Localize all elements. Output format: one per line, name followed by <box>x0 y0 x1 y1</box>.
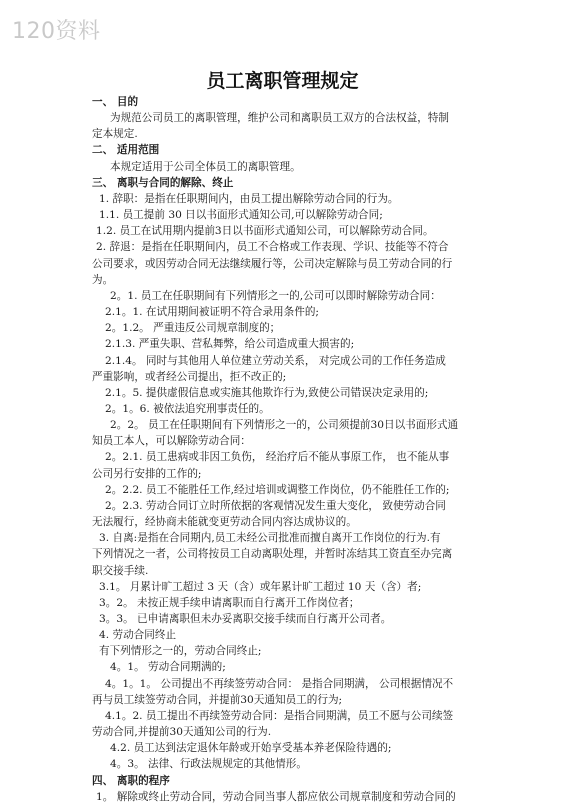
paragraph-line: 2。2.3. 劳动合同订立时所依据的客观情况发生重大变化， 致使劳动合同 <box>105 499 446 512</box>
paragraph-line: 4。1。 劳动合同期满的; <box>110 661 226 674</box>
paragraph-line: 无法履行，经协商未能就变更劳动合同内容达成协议的。 <box>92 516 357 529</box>
paragraph-line: 2。1.2。 严重违反公司规章制度的； <box>105 322 281 335</box>
paragraph-line: 2。2.1. 员工患病或非因工负伤， 经治疗后不能从事原工作， 也不能从事 <box>105 451 450 464</box>
paragraph-line: 下列情况之一者，公司将按员工自动离职处理，并暂时冻结其工资直至办完离 <box>92 548 453 561</box>
paragraph-line: 为。 <box>92 273 114 286</box>
paragraph-line: 3。2。 未按正规手续申请离职而自行离开工作岗位者； <box>99 596 360 609</box>
paragraph-line: 4. 劳动合同终止 <box>99 629 177 642</box>
paragraph-line: 本规定适用于公司全体员工的离职管理。 <box>110 160 301 173</box>
document-title: 员工离职管理规定 <box>206 70 359 92</box>
document-body <box>92 94 482 805</box>
paragraph-line: 知员工本人，可以解除劳动合同： <box>92 435 251 448</box>
paragraph-line: 2.1.3. 严重失职、营私舞弊，给公司造成重大损害的; <box>105 338 355 351</box>
paragraph-line: 1.2. 员工在试用期内提前3日以书面形式通知公司，可以解除劳动合同。 <box>96 225 434 238</box>
paragraph-line: 4.2. 员工达到法定退休年龄或开始享受基本养老保险待遇的; <box>110 742 392 755</box>
paragraph-line: 1. 辞职：是指在任职期间内，由员工提出解除劳动合同的行为。 <box>99 192 399 205</box>
paragraph-line: 2.1.4。 同时与其他用人单位建立劳动关系， 对完成公司的工作任务造成 <box>105 354 446 367</box>
paragraph-line: 再与员工续签劳动合同，并提前30天通知员工的行为; <box>92 693 343 706</box>
paragraph-line: 2。2。 员工在任职期间有下列情形之一的，公司须提前30日以书面形式通 <box>110 419 459 432</box>
paragraph-line: 严重影响，或者经公司提出，拒不改正的; <box>92 370 287 383</box>
paragraph-line: 定本规定. <box>92 128 138 141</box>
paragraph-line: 2。1。6. 被依法追究刑事责任的。 <box>105 402 270 415</box>
paragraph-line: 3.1。 月累计旷工超过 3 天（含）或年累计旷工超过 10 天（含）者; <box>99 580 422 593</box>
paragraph-line: 2。1. 员工在任职期间有下列情形之一的,公司可以即时解除劳动合同： <box>110 289 441 302</box>
section-heading: 二、 适用范围 <box>92 144 160 157</box>
paragraph-line: 3。3。 已申请离职但未办妥离职交接手续而自行离开公司者。 <box>99 613 392 625</box>
paragraph-line: 为规范公司员工的离职管理，维护公司和离职员工双方的合法权益，特制 <box>110 112 449 125</box>
paragraph-line: 2.1。1. 在试用期间被证明不符合录用条件的; <box>105 306 319 319</box>
paragraph-line: 4。3。 法律、行政法规规定的其他情形。 <box>110 758 307 771</box>
paragraph-line: 3. 自离:是指在合同期内,员工未经公司批准而擅自离开工作岗位的行为.有 <box>99 532 441 545</box>
watermark-logo: 120资料 <box>12 19 101 44</box>
paragraph-line: 2。2.2. 员工不能胜任工作,经过培训或调整工作岗位，仍不能胜任工作的; <box>105 483 450 496</box>
paragraph-line: 2.1。5. 提供虚假信息或实施其他欺诈行为,致使公司错误决定录用的; <box>105 386 429 399</box>
paragraph-line: 4。1。1。 公司提出不再续签劳动合同： 是指合同期满， 公司根据情况不 <box>105 677 454 690</box>
paragraph-line: 公司要求，或因劳动合同无法继续履行等，公司决定解除与员工劳动合同的行 <box>92 257 453 270</box>
paragraph-line: 有下列情形之一的，劳动合同终止; <box>99 645 262 658</box>
section-heading: 三、 离职与合同的解除、终止 <box>92 176 234 189</box>
paragraph-line: 2. 辞退：是指在任职期间内，员工不合格或工作表现、学识、技能等不符合 <box>96 241 449 254</box>
paragraph-line: 职交接手续. <box>92 564 149 577</box>
paragraph-line: 劳动合同,并提前30天通知公司的行为. <box>92 726 272 739</box>
section-heading: 四、 离职的程序 <box>92 774 170 787</box>
paragraph-line: 1.1. 员工提前 30 日以书面形式通知公司,可以解除劳动合同; <box>99 209 383 222</box>
paragraph-line: 公司另行安排的工作的; <box>92 467 202 480</box>
section-heading: 一、 目的 <box>92 96 139 108</box>
paragraph-line: 4.1。2. 员工提出不再续签劳动合同：是指合同期满，员工不愿与公司续签 <box>105 709 454 722</box>
paragraph-line: 1。 解除或终止劳动合同，劳动合同当事人都应依公司规章制度和劳动合同的 <box>96 790 456 803</box>
